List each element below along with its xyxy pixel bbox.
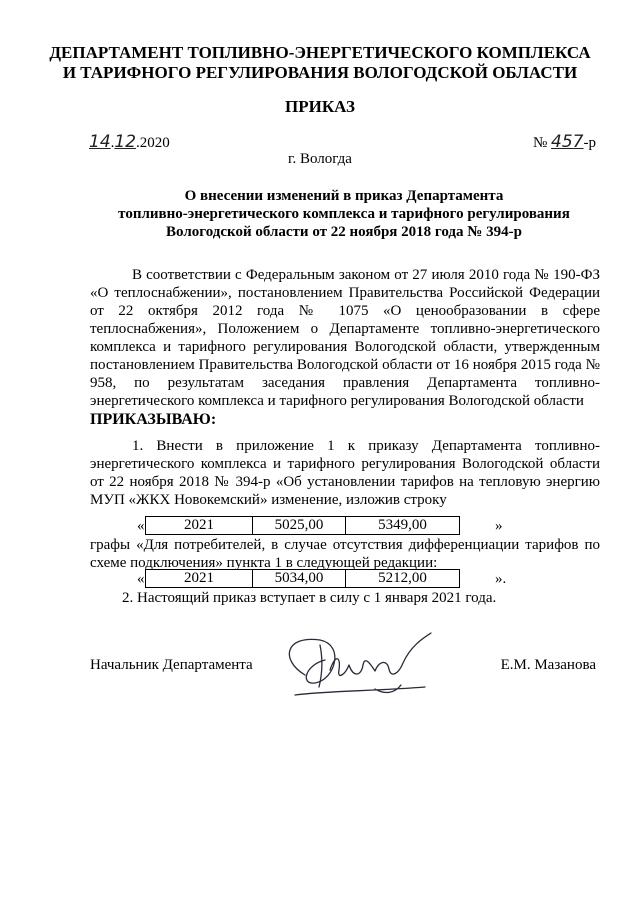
old-value-2-cell: 5349,00	[346, 517, 460, 535]
date-year: .2020	[136, 135, 170, 151]
open-quote-old: «	[137, 518, 145, 534]
preamble: В соответствии с Федеральным законом от 27 июля 2010 года № 190-ФЗ «О теплоснабжении», постановлением Правительства Российской Федерации от 22 октября 2012 года № 1075 «О ценообразовании в сфере теплоснабжения», Положением о Департаменте топливно-энергетического комплекса и тарифного регулирования Вологодской области, утвержденным постановлением Правительства Вологодской области от 16 ноября 2015 года № 958, по результатам заседания правления Департамента топливно-энергетического комплекса и тарифного регулирования Вологодской области	[90, 267, 600, 409]
subject-line-2: топливно-энергетического комплекса и тарифного регулирования	[118, 206, 570, 222]
close-quote-new: ».	[495, 571, 507, 587]
command-word: ПРИКАЗЫВАЮ:	[90, 411, 217, 428]
date-month: 12	[114, 132, 137, 152]
subject-line-3: Вологодской области от 22 ноября 2018 года № 394-р	[166, 224, 522, 240]
subject-line-1: О внесении изменений в приказ Департамента	[184, 188, 504, 204]
date-sep: .	[110, 135, 115, 151]
item-1-middle	[90, 536, 600, 572]
item-2-text: 2. Настоящий приказ вступает в силу с 1 января 2021 года.	[122, 590, 497, 606]
order-body	[90, 266, 600, 509]
order-subject	[90, 187, 598, 241]
open-quote-new: «	[137, 571, 145, 587]
item-1-middle-text: графы «Для потребителей, в случае отсутствия дифференциации тарифов по схеме подключения» пункта 1 в следующей редакции:	[90, 537, 600, 571]
new-value-1-cell: 5034,00	[253, 570, 346, 588]
number-suffix: -р	[583, 135, 596, 151]
number-prefix: №	[532, 135, 548, 151]
order-number	[533, 132, 596, 152]
handwritten-signature	[275, 625, 455, 705]
order-date	[89, 132, 170, 152]
signer-name: Е.М. Мазанова	[500, 657, 596, 673]
city: г. Вологда	[288, 151, 352, 167]
item-2	[90, 589, 600, 607]
new-year-cell: 2021	[146, 570, 253, 588]
department-header	[0, 43, 640, 83]
number-value: 457	[551, 132, 584, 152]
header-line-2: И ТАРИФНОГО РЕГУЛИРОВАНИЯ ВОЛОГОДСКОЙ ОБЛАСТИ	[62, 63, 578, 82]
header-line-1: ДЕПАРТАМЕНТ ТОПЛИВНО-ЭНЕРГЕТИЧЕСКОГО КОМПЛЕКСА	[49, 43, 591, 62]
old-year-cell: 2021	[146, 517, 253, 535]
old-value-1-cell: 5025,00	[253, 517, 346, 535]
close-quote-old: »	[495, 518, 503, 534]
new-tariff-row	[145, 569, 460, 587]
old-tariff-row	[145, 516, 460, 534]
item-1-text: 1. Внести в приложение 1 к приказу Департамента топливно-энергетического комплекса и тарифного регулирования Вологодской области от 22 ноября 2018 № 394-р «Об установлении тарифов на тепловую энергию МУП «ЖКХ Новокемский» изменение, изложив строку	[90, 438, 600, 508]
order-title: ПРИКАЗ	[285, 97, 355, 116]
new-value-2-cell: 5212,00	[346, 570, 460, 588]
date-day: 14	[89, 132, 111, 152]
signer-position: Начальник Департамента	[90, 657, 253, 673]
